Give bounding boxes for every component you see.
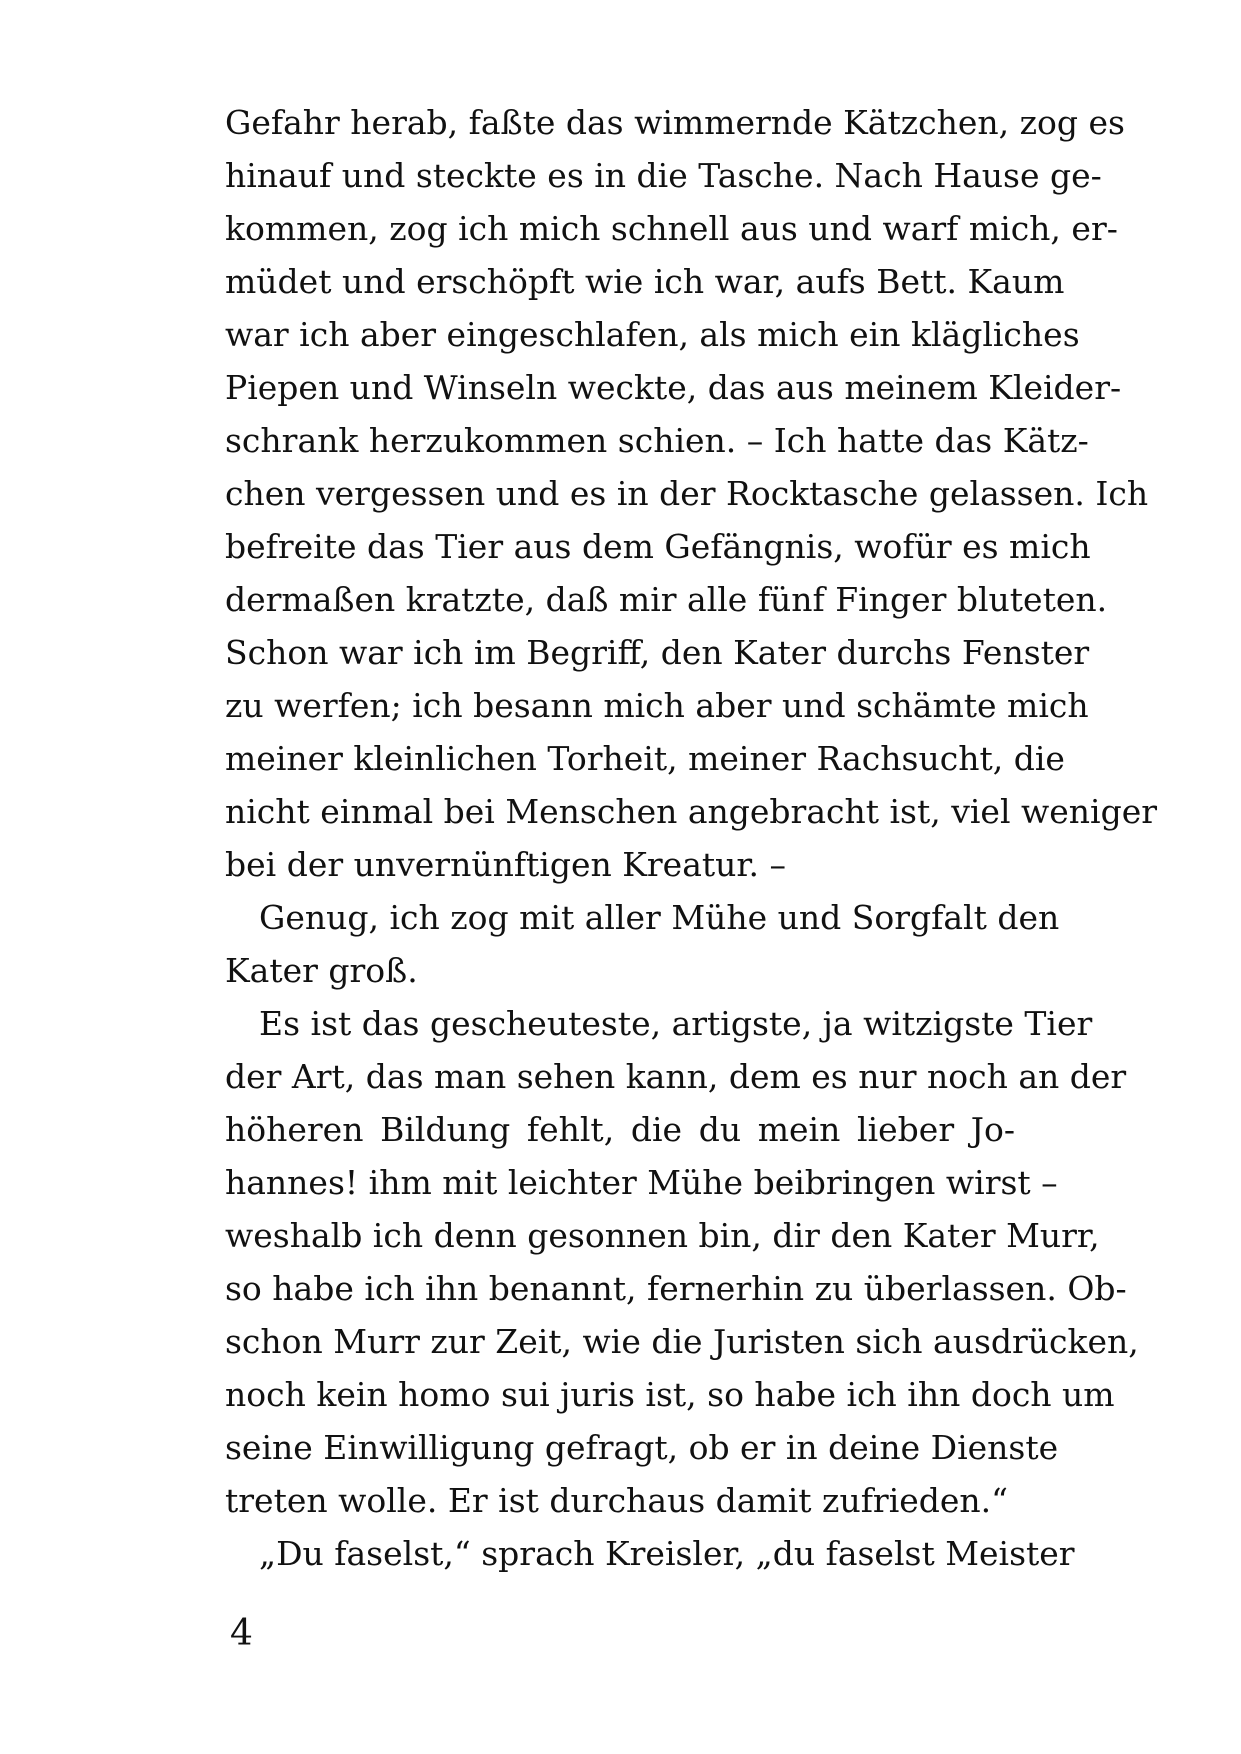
text-line: zu werfen; ich besann mich aber und schämte mich bbox=[225, 686, 1089, 725]
text-line: hannes! ihm mit leichter Mühe beibringen wirst – bbox=[225, 1163, 1058, 1202]
text-line: nicht einmal bei Menschen angebracht ist, viel weniger bbox=[225, 792, 1158, 831]
text-line: seine Einwilligung gefragt, ob er in deine Dienste bbox=[225, 1428, 1059, 1467]
text-line: so habe ich ihn benannt, fernerhin zu überlassen. Ob- bbox=[225, 1269, 1127, 1308]
text-line: Piepen und Winseln weckte, das aus meinem Kleider- bbox=[225, 368, 1122, 407]
paragraph-start-line: „Du faselst,“ sprach Kreisler, „du faselst Meister bbox=[259, 1534, 1075, 1573]
text-line: schon Murr zur Zeit, wie die Juristen sich ausdrücken, bbox=[225, 1322, 1139, 1361]
text-line: der Art, das man sehen kann, dem es nur noch an der bbox=[225, 1057, 1127, 1096]
page-number: 4 bbox=[230, 1613, 253, 1654]
text-line: hinauf und steckte es in die Tasche. Nach Hause ge- bbox=[225, 156, 1102, 195]
text-line: treten wolle. Er ist durchaus damit zufrieden.“ bbox=[225, 1481, 1009, 1520]
text-line: weshalb ich denn gesonnen bin, dir den Kater Murr, bbox=[225, 1216, 1100, 1255]
text-line: Kater groß. bbox=[225, 951, 418, 990]
text-line: höheren Bildung fehlt, die du mein lieber Jo- bbox=[225, 1110, 1015, 1149]
text-line: müdet und erschöpft wie ich war, aufs Bett. Kaum bbox=[225, 262, 1065, 301]
text-line: noch kein homo sui juris ist, so habe ich ihn doch um bbox=[225, 1375, 1115, 1414]
text-line: befreite das Tier aus dem Gefängnis, wofür es mich bbox=[225, 527, 1091, 566]
text-line: dermaßen kratzte, daß mir alle fünf Finger bluteten. bbox=[225, 580, 1108, 619]
text-line: meiner kleinlichen Torheit, meiner Rachsucht, die bbox=[225, 739, 1065, 778]
body-text bbox=[225, 96, 1158, 1580]
text-line: Schon war ich im Begriff, den Kater durchs Fenster bbox=[225, 633, 1090, 672]
text-line: chen vergessen und es in der Rocktasche gelassen. Ich bbox=[225, 474, 1149, 513]
text-line: war ich aber eingeschlafen, als mich ein klägliches bbox=[225, 315, 1080, 354]
paragraph-start-line: Es ist das gescheuteste, artigste, ja witzigste Tier bbox=[259, 1004, 1093, 1043]
paragraph-start-line: Genug, ich zog mit aller Mühe und Sorgfalt den bbox=[259, 898, 1060, 937]
text-line: kommen, zog ich mich schnell aus und warf mich, er- bbox=[225, 209, 1118, 248]
text-line: schrank herzukommen schien. – Ich hatte das Kätz- bbox=[225, 421, 1089, 460]
text-line: bei der unvernünftigen Kreatur. – bbox=[225, 845, 787, 884]
text-line: Gefahr herab, faßte das wimmernde Kätzchen, zog es bbox=[225, 103, 1125, 142]
